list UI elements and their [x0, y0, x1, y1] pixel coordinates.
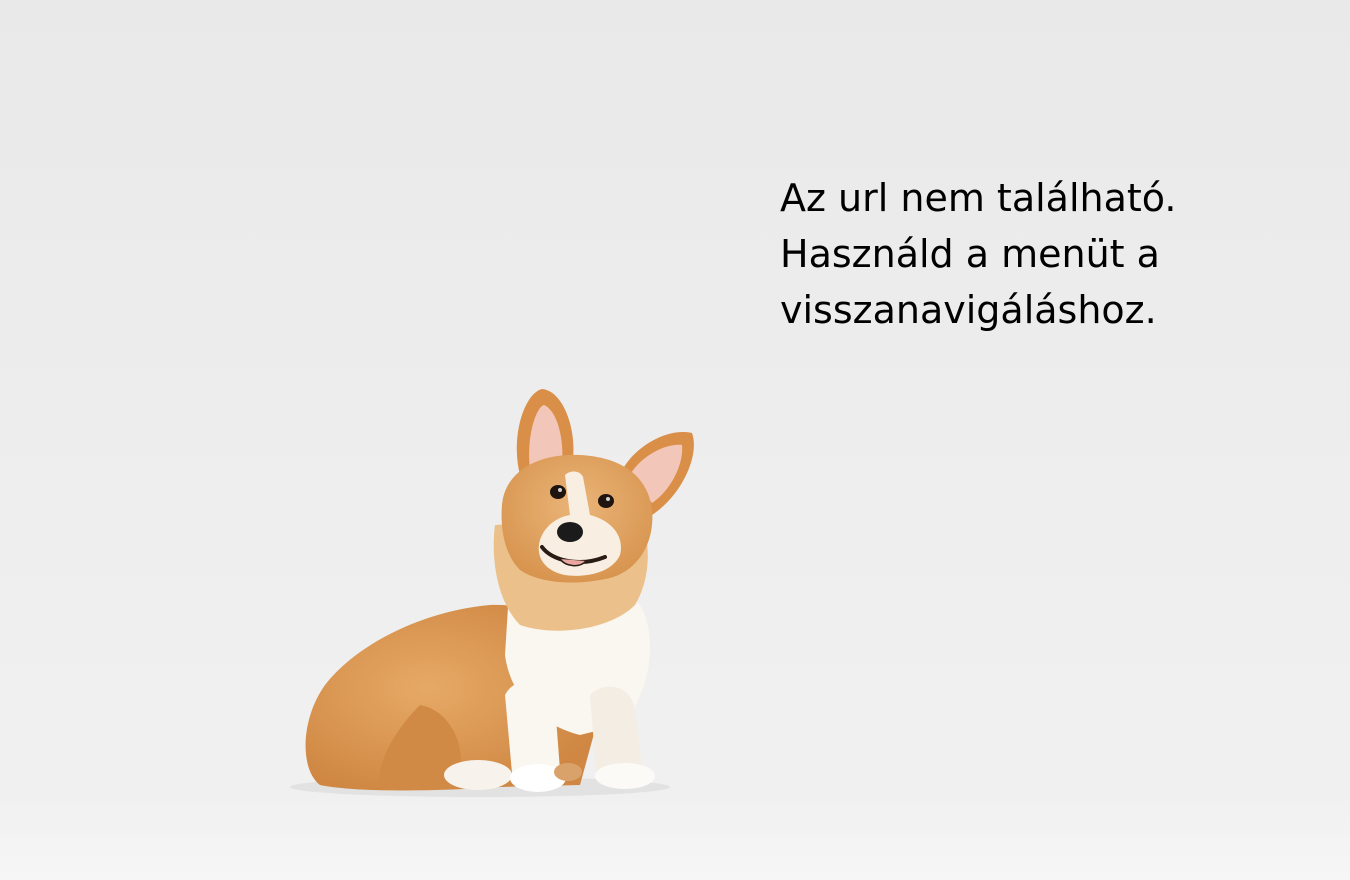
dog-eye-left [550, 485, 566, 499]
dog-rear-paw [444, 760, 512, 790]
dog-front-paw-right [595, 763, 655, 789]
message-line-1: Az url nem található. [780, 176, 1177, 220]
corgi-illustration [280, 375, 720, 805]
message-line-2: Használd a menüt a [780, 232, 1160, 276]
message-line-3: visszanavigáláshoz. [780, 288, 1157, 332]
not-found-message [780, 170, 1300, 338]
dog-nose [557, 522, 583, 542]
dog-back-paw [554, 763, 582, 781]
dog-eye-right [598, 494, 614, 508]
